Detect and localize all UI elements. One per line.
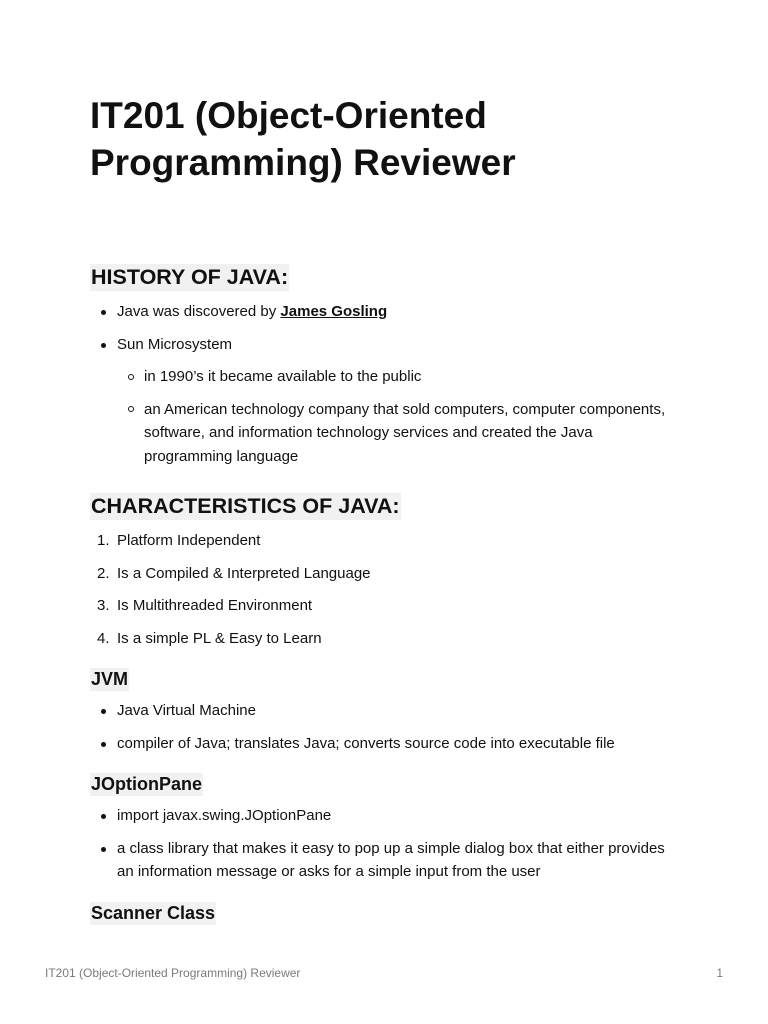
list-item <box>90 699 680 723</box>
nested-item-text: in 1990’s it became available to the public <box>144 368 422 385</box>
circle-bullet-icon <box>128 374 134 380</box>
list-item-text: compiler of Java; translates Java; converts source code into executable file <box>117 734 615 752</box>
list-item <box>90 837 680 884</box>
history-list <box>90 300 680 468</box>
characteristics-heading: CHARACTERISTICS OF JAVA: <box>91 494 400 518</box>
list-item-text: import javax.swing.JOptionPane <box>117 807 332 824</box>
page-title: IT201 (Object-Oriented Programming) Reviewer <box>90 95 516 183</box>
bullet-icon <box>101 310 106 315</box>
joptionpane-heading: JOptionPane <box>91 774 203 794</box>
bullet-icon <box>101 343 106 348</box>
characteristics-list <box>90 529 680 650</box>
list-item <box>90 333 680 469</box>
history-item-text: Sun Microsystem <box>117 335 233 353</box>
footer-page-number: 1 <box>716 966 723 980</box>
circle-bullet-icon <box>128 406 134 412</box>
scanner-heading: Scanner Class <box>91 902 216 923</box>
list-item <box>117 365 680 389</box>
list-item <box>90 529 680 553</box>
nested-list <box>117 365 680 468</box>
list-item-text: Is a Compiled & Interpreted Language <box>117 564 371 582</box>
list-item <box>90 804 680 828</box>
bullet-icon <box>101 709 106 714</box>
list-item <box>117 398 680 469</box>
list-number: 3. <box>97 597 110 614</box>
list-item <box>90 562 680 586</box>
history-heading: HISTORY OF JAVA: <box>91 265 289 289</box>
bullet-icon <box>101 742 106 747</box>
list-number: 4. <box>97 629 110 647</box>
bullet-icon <box>101 847 106 852</box>
list-item <box>90 594 680 618</box>
joptionpane-list <box>90 804 680 884</box>
list-item <box>90 627 680 651</box>
bullet-icon <box>101 814 106 819</box>
list-item-text: Java Virtual Machine <box>117 702 256 719</box>
list-item-text: Is Multithreaded Environment <box>117 597 313 614</box>
nested-item-text: an American technology company that sold computers, computer components, software, and information technology services and created the Java programming language <box>144 400 666 465</box>
list-item-text: Platform Independent <box>117 532 261 549</box>
list-item <box>90 300 680 324</box>
list-number: 2. <box>97 564 110 582</box>
history-item-text: Java was discovered by <box>117 303 281 320</box>
list-item-text: a class library that makes it easy to pop up a simple dialog box that either provides an information message or asks for a simple input from the user <box>117 839 665 880</box>
footer-doc-title: IT201 (Object-Oriented Programming) Reviewer <box>45 966 301 980</box>
list-number: 1. <box>97 532 110 549</box>
jvm-list <box>90 699 680 755</box>
document-page <box>90 92 680 925</box>
list-item <box>90 732 680 756</box>
james-gosling-link[interactable]: James Gosling <box>280 303 388 320</box>
jvm-heading: JVM <box>91 669 129 689</box>
list-item-text: Is a simple PL & Easy to Learn <box>117 629 322 647</box>
